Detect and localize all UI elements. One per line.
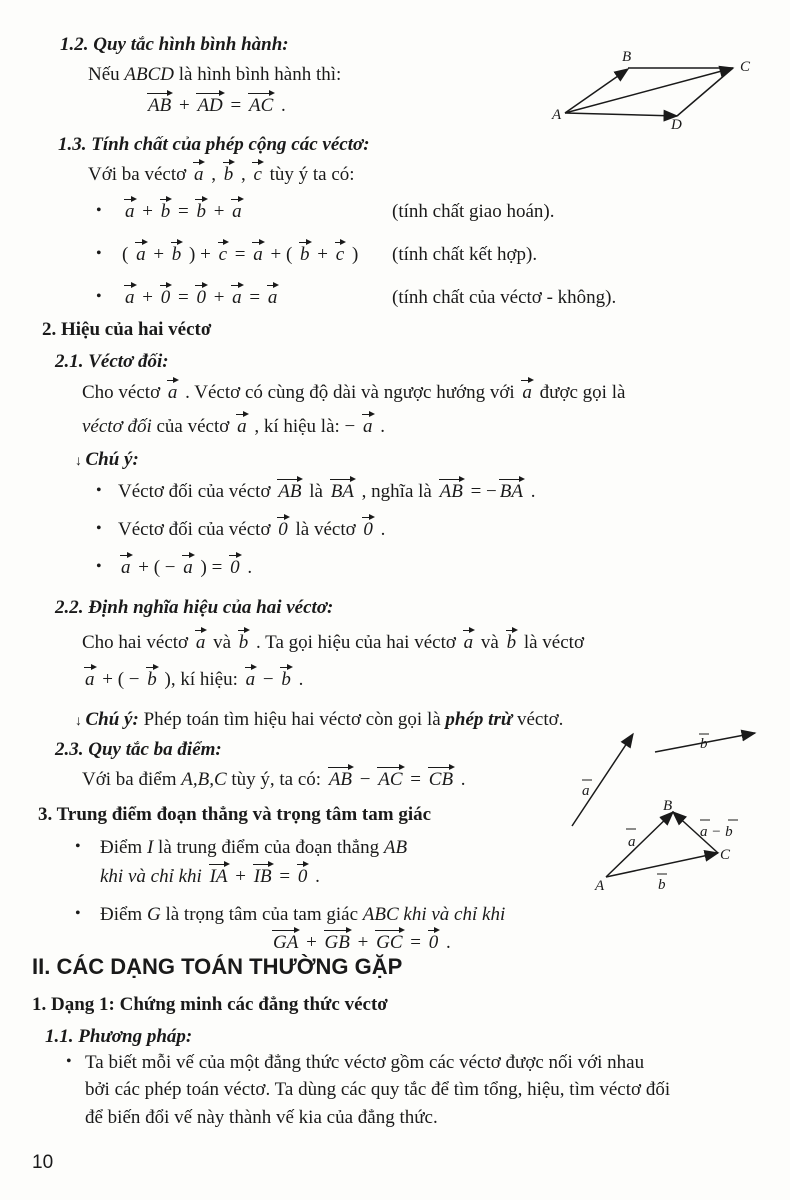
vector-symbol: IA (209, 866, 228, 887)
vector-symbol: IB (253, 866, 272, 887)
bullet-icon: • (96, 558, 102, 575)
label-A: A (552, 107, 562, 123)
vector-symbol: AC (248, 95, 274, 116)
note-item (118, 480, 535, 504)
vector-symbol: a (363, 416, 373, 437)
method-para-line2: bởi các phép toán véctơ. Ta dùng các quy tắc để tìm tổng, hiệu, tìm véctơ đối (85, 1079, 671, 1100)
vector-symbol: BA (330, 481, 354, 502)
vector-symbol: a (193, 164, 204, 185)
text: . (375, 519, 386, 540)
text: − (355, 769, 376, 790)
vector-symbol: b (238, 632, 249, 653)
text: = (405, 932, 426, 953)
note-label (75, 448, 139, 474)
bullet-icon: • (96, 245, 102, 262)
text: , (236, 164, 251, 185)
vector-symbol: b (281, 669, 291, 690)
property-note: (tính chất kết hợp). (392, 244, 538, 265)
text: + (137, 287, 158, 308)
addition-intro (88, 163, 355, 187)
text: . (456, 769, 466, 790)
text: là (304, 481, 328, 502)
text: . (441, 932, 451, 953)
text: ( (122, 244, 134, 265)
text: . (525, 481, 536, 502)
vector-symbol: a (167, 382, 178, 403)
italic-text: khi và chỉ khi (100, 866, 202, 887)
text: Cho véctơ (82, 382, 165, 403)
heading-parallelogram-rule: 1.2. Quy tắc hình bình hành: (60, 34, 289, 55)
vector-symbol: 0 (160, 287, 171, 308)
note-item (118, 556, 252, 580)
text: . (242, 557, 253, 578)
vector-symbol: b (196, 201, 206, 222)
note-item (118, 518, 385, 542)
heading-method: 1.1. Phương pháp: (45, 1026, 193, 1047)
text: + (230, 866, 251, 887)
vector-symbol: AB (439, 481, 463, 502)
vector-symbol: AD (197, 95, 223, 116)
triangle-vector-a (606, 812, 673, 877)
italic-text: G (146, 904, 161, 925)
vector-symbol: CB (428, 769, 454, 790)
vector-symbol: a (125, 287, 135, 308)
vector-symbol: 0 (278, 519, 288, 540)
heading-addition-properties: 1.3. Tính chất của phép cộng các véctơ: (58, 134, 370, 155)
text: ) + (184, 244, 216, 265)
note-label-text: Chú ý: (85, 449, 139, 470)
text: Véctơ đối của véctơ (118, 481, 276, 502)
vector-symbol: 0 (196, 287, 206, 308)
vector-symbol: AB (278, 481, 302, 502)
text (202, 866, 207, 887)
heading-opposite-vector: 2.1. Véctơ đối: (55, 351, 169, 372)
arrow-down-icon: ↓ (75, 714, 86, 729)
vector-symbol: b (300, 244, 310, 265)
opposite-def-line1 (82, 381, 625, 405)
vector-symbol: a (136, 244, 146, 265)
vector-symbol: a (125, 201, 135, 222)
vector-symbol: GB (324, 932, 350, 953)
vector-symbol: a (195, 632, 206, 653)
text: ), kí hiệu: (159, 669, 243, 690)
bullet-icon: • (75, 905, 81, 922)
method-para-line3: để biến đổi vế này thành vế kia của đẳng thức. (85, 1107, 438, 1128)
text: . Ta gọi hiệu của hai véctơ (251, 632, 461, 653)
heading-type-1: 1. Dạng 1: Chứng minh các đẳng thức véctơ (32, 994, 388, 1015)
italic-text: ABC (362, 904, 399, 925)
text: là véctơ (519, 632, 584, 653)
text: + ( − (133, 557, 181, 578)
vector-symbol: b (160, 201, 171, 222)
vector-AD (565, 113, 677, 116)
text: + ( − (97, 669, 145, 690)
midpoint-condition (100, 865, 320, 889)
property-formula (122, 243, 358, 267)
text: = − (465, 481, 497, 502)
text: . (375, 416, 386, 437)
vector-difference-figure (560, 722, 780, 902)
vector-symbol: GC (376, 932, 403, 953)
text: . (293, 669, 304, 690)
vector-symbol: b (147, 669, 157, 690)
vector-symbol: AB (328, 769, 353, 790)
text: Nếu (88, 64, 125, 85)
vector-symbol: c (253, 164, 262, 185)
text: và (476, 632, 504, 653)
text: = (173, 287, 194, 308)
vector-symbol: 0 (297, 866, 308, 887)
text: Cho hai véctơ (82, 632, 193, 653)
vector-symbol: AC (378, 769, 403, 790)
emphasis-text: phép trừ (445, 709, 513, 730)
three-point-formula (82, 768, 466, 792)
vector-symbol: a (183, 557, 193, 578)
text: , kí hiệu là: − (249, 416, 361, 437)
bullet-icon: • (96, 482, 102, 499)
property-formula (122, 286, 280, 310)
vector-symbol: GA (273, 932, 299, 953)
text: véctơ. (512, 709, 564, 730)
text: = (405, 769, 426, 790)
text: + (352, 932, 374, 953)
text: tùy ý, ta có: (226, 769, 326, 790)
text: . Véctơ có cùng độ dài và ngược hướng với (180, 382, 520, 403)
italic-text: véctơ đối (82, 416, 152, 437)
vector-symbol: a (121, 557, 131, 578)
text: được gọi là (534, 382, 626, 403)
text: = (274, 866, 295, 887)
vector-symbol: a (463, 632, 474, 653)
text: , nghĩa là (356, 481, 437, 502)
vector-symbol: a (232, 287, 242, 308)
text: và (208, 632, 236, 653)
vector-AB (565, 69, 628, 113)
vector-symbol: a (522, 382, 532, 403)
label-a-triangle: a (628, 834, 636, 850)
page-number: 10 (32, 1152, 54, 1173)
text: của véctơ (151, 416, 235, 437)
text: tùy ý ta có: (264, 164, 355, 185)
text: = (173, 201, 194, 222)
vector-symbol: b (506, 632, 517, 653)
vector-symbol: c (335, 244, 345, 265)
italic-text: khi và chỉ khi (403, 904, 506, 925)
text: là véctơ (290, 519, 361, 540)
text: + (208, 287, 230, 308)
label-C: C (720, 847, 731, 863)
difference-note (75, 708, 563, 734)
centroid-statement (100, 903, 505, 927)
label-B: B (622, 49, 632, 65)
text: Với ba véctơ (88, 164, 191, 185)
text: ) (347, 244, 359, 265)
vector-symbol: AB (148, 95, 172, 116)
vector-symbol: 0 (428, 932, 439, 953)
text: = (244, 287, 265, 308)
text: , (206, 164, 221, 185)
triangle-vector-b (606, 853, 718, 877)
text: = (225, 95, 246, 116)
arrow-down-icon: ↓ (75, 454, 86, 469)
opposite-def-line2 (82, 415, 385, 439)
parallelogram-formula (145, 94, 286, 118)
vector-symbol: 0 (363, 519, 373, 540)
text: . (310, 866, 320, 887)
difference-note-text (86, 709, 564, 730)
text: là trung điểm của đoạn thẳng (153, 837, 384, 858)
bullet-icon: • (96, 288, 102, 305)
vector-symbol: a (237, 416, 247, 437)
bullet-icon: • (96, 202, 102, 219)
vector-symbol: a (245, 669, 256, 690)
bullet-icon: • (66, 1053, 72, 1070)
vector-symbol: 0 (230, 557, 240, 578)
text: Điểm (100, 904, 147, 925)
italic-text: A,B,C (181, 769, 227, 790)
midpoint-statement (100, 836, 407, 860)
text: Phép toán tìm hiệu hai véctơ còn gọi là (138, 709, 446, 730)
vector-symbol: BA (499, 481, 523, 502)
label-a: a (582, 783, 590, 799)
italic-text: ABCD (124, 64, 175, 85)
label-a-minus-b: a − b (700, 824, 733, 840)
text: − (258, 669, 279, 690)
part-II-heading: II. CÁC DẠNG TOÁN THƯỜNG GẶP (32, 954, 403, 979)
label-C: C (740, 59, 751, 75)
text: + (312, 244, 333, 265)
bullet-icon: • (75, 838, 81, 855)
bullet-icon: • (96, 520, 102, 537)
vector-symbol: b (171, 244, 182, 265)
text: là hình bình hành thì: (174, 64, 342, 85)
text: + (148, 244, 169, 265)
property-note: (tính chất giao hoán). (392, 201, 555, 222)
text: + (208, 201, 230, 222)
text: + (137, 201, 158, 222)
text: + ( (265, 244, 298, 265)
label-b-triangle: b (658, 877, 666, 893)
label-A: A (595, 878, 605, 894)
text: Với ba điểm (82, 769, 182, 790)
parallelogram-statement (88, 63, 341, 87)
text: Véctơ đối của véctơ (118, 519, 276, 540)
text: ) = (195, 557, 228, 578)
difference-def-line1 (82, 631, 584, 655)
text: + (301, 932, 322, 953)
difference-def-line2 (82, 668, 303, 692)
text: . (276, 95, 286, 116)
italic-text: I (146, 837, 154, 858)
vector-a (572, 734, 633, 826)
vector-symbol: b (223, 164, 234, 185)
vector-symbol: c (218, 244, 228, 265)
property-formula (122, 200, 245, 224)
heading-three-point-rule: 2.3. Quy tắc ba điểm: (55, 739, 222, 760)
vector-symbol: a (85, 669, 95, 690)
vector-symbol: a (253, 244, 263, 265)
vector-symbol: a (267, 287, 278, 308)
emphasis-text: Chú ý: (85, 709, 139, 730)
text: Điểm (100, 837, 147, 858)
text: + (174, 95, 195, 116)
vector-symbol: a (232, 201, 242, 222)
parallelogram-figure (540, 45, 770, 135)
heading-difference-definition: 2.2. Định nghĩa hiệu của hai véctơ: (55, 597, 334, 618)
text: = (230, 244, 251, 265)
centroid-formula (270, 931, 451, 955)
method-para-line1: Ta biết mỗi vế của một đẳng thức véctơ gồm các véctơ được nối với nhau (85, 1052, 645, 1073)
label-D: D (671, 117, 682, 133)
heading-vector-difference: 2. Hiệu của hai véctơ (42, 319, 212, 340)
property-note: (tính chất của véctơ - không). (392, 287, 617, 308)
heading-midpoint-centroid: 3. Trung điểm đoạn thẳng và trọng tâm tam giác (38, 804, 432, 825)
italic-text: AB (383, 837, 408, 858)
text: là trọng tâm của tam giác (160, 904, 363, 925)
label-B: B (663, 798, 673, 814)
label-b: b (700, 736, 708, 752)
